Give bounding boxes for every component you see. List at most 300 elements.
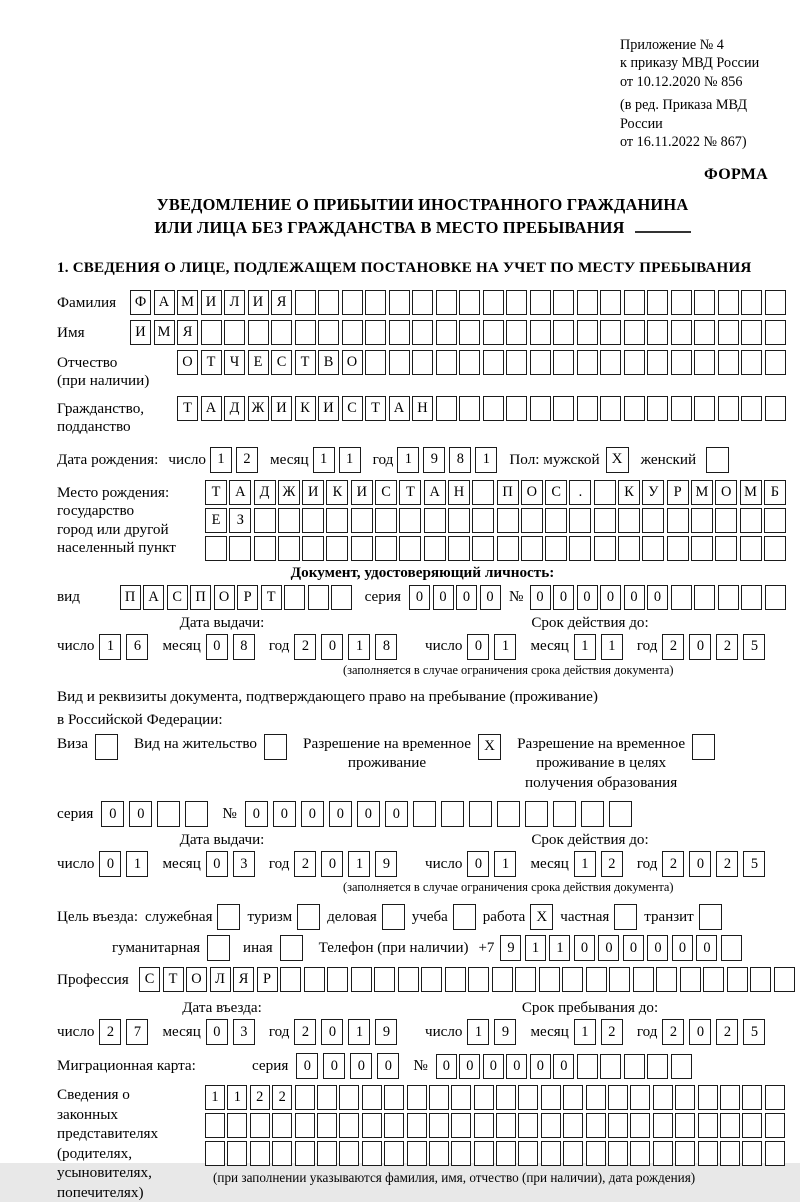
purpose-business-checkbox[interactable]: [382, 904, 405, 930]
purpose-study-checkbox[interactable]: [453, 904, 476, 930]
char-box[interactable]: [765, 290, 786, 315]
char-box[interactable]: [741, 350, 762, 375]
char-box[interactable]: [451, 1141, 471, 1166]
char-box[interactable]: [374, 967, 395, 992]
char-box[interactable]: 1: [339, 447, 361, 473]
char-box[interactable]: 1: [494, 634, 516, 660]
char-box[interactable]: [577, 290, 598, 315]
char-box[interactable]: 0: [480, 585, 501, 610]
char-box[interactable]: [675, 1085, 695, 1110]
sex-female-checkbox[interactable]: [706, 447, 729, 473]
char-box[interactable]: [586, 1113, 606, 1138]
char-box[interactable]: 0: [206, 634, 228, 660]
char-box[interactable]: З: [229, 508, 251, 533]
char-box[interactable]: [718, 320, 739, 345]
char-box[interactable]: [351, 967, 372, 992]
char-box[interactable]: 2: [662, 1019, 684, 1045]
char-box[interactable]: 1: [348, 851, 370, 877]
char-box[interactable]: 0: [459, 1054, 480, 1079]
char-box[interactable]: [327, 967, 348, 992]
char-box[interactable]: А: [389, 396, 410, 421]
char-box[interactable]: [304, 967, 325, 992]
char-box[interactable]: [594, 536, 616, 561]
char-box[interactable]: 0: [483, 1054, 504, 1079]
char-box[interactable]: 0: [329, 801, 352, 827]
char-box[interactable]: [413, 801, 436, 827]
char-box[interactable]: [600, 396, 621, 421]
char-box[interactable]: 9: [375, 1019, 397, 1045]
char-box[interactable]: [577, 350, 598, 375]
char-box[interactable]: [317, 1113, 337, 1138]
char-box[interactable]: [326, 508, 348, 533]
char-box[interactable]: [630, 1113, 650, 1138]
char-box[interactable]: [691, 508, 713, 533]
char-box[interactable]: 0: [672, 935, 693, 961]
char-box[interactable]: [530, 320, 551, 345]
char-box[interactable]: [272, 1113, 292, 1138]
char-box[interactable]: [741, 396, 762, 421]
char-box[interactable]: 7: [126, 1019, 148, 1045]
char-box[interactable]: [703, 967, 724, 992]
char-box[interactable]: [525, 801, 548, 827]
char-box[interactable]: [250, 1113, 270, 1138]
char-box[interactable]: [765, 320, 786, 345]
char-box[interactable]: 1: [494, 851, 516, 877]
char-box[interactable]: [351, 508, 373, 533]
char-box[interactable]: Я: [177, 320, 198, 345]
char-box[interactable]: 1: [601, 634, 623, 660]
char-box[interactable]: [633, 967, 654, 992]
char-box[interactable]: 1: [549, 935, 570, 961]
char-box[interactable]: 0: [696, 935, 717, 961]
char-box[interactable]: Д: [254, 480, 276, 505]
char-box[interactable]: [421, 967, 442, 992]
char-box[interactable]: 8: [233, 634, 255, 660]
char-box[interactable]: [436, 290, 457, 315]
char-box[interactable]: [741, 290, 762, 315]
char-box[interactable]: И: [248, 290, 269, 315]
char-box[interactable]: [362, 1113, 382, 1138]
char-box[interactable]: [515, 967, 536, 992]
char-box[interactable]: [577, 1054, 598, 1079]
char-box[interactable]: [518, 1113, 538, 1138]
char-box[interactable]: [497, 801, 520, 827]
char-box[interactable]: Т: [177, 396, 198, 421]
char-box[interactable]: В: [318, 350, 339, 375]
char-box[interactable]: [667, 508, 689, 533]
char-box[interactable]: 9: [494, 1019, 516, 1045]
char-box[interactable]: [563, 1141, 583, 1166]
char-box[interactable]: [429, 1085, 449, 1110]
char-box[interactable]: Д: [224, 396, 245, 421]
char-box[interactable]: О: [715, 480, 737, 505]
char-box[interactable]: 0: [689, 634, 711, 660]
char-box[interactable]: [302, 508, 324, 533]
char-box[interactable]: 0: [323, 1053, 345, 1079]
char-box[interactable]: [271, 320, 292, 345]
char-box[interactable]: [483, 290, 504, 315]
sex-male-checkbox[interactable]: X: [606, 447, 629, 473]
char-box[interactable]: Е: [248, 350, 269, 375]
char-box[interactable]: [545, 536, 567, 561]
char-box[interactable]: [248, 320, 269, 345]
char-box[interactable]: [740, 508, 762, 533]
char-box[interactable]: 0: [409, 585, 430, 610]
char-box[interactable]: [675, 1113, 695, 1138]
char-box[interactable]: [624, 290, 645, 315]
char-box[interactable]: 8: [375, 634, 397, 660]
char-box[interactable]: 2: [662, 851, 684, 877]
char-box[interactable]: [680, 967, 701, 992]
char-box[interactable]: 3: [233, 1019, 255, 1045]
char-box[interactable]: И: [130, 320, 151, 345]
char-box[interactable]: [254, 536, 276, 561]
char-box[interactable]: [483, 320, 504, 345]
char-box[interactable]: [342, 320, 363, 345]
purpose-humanitarian-checkbox[interactable]: [207, 935, 230, 961]
char-box[interactable]: [389, 290, 410, 315]
char-box[interactable]: [468, 967, 489, 992]
char-box[interactable]: [451, 1085, 471, 1110]
char-box[interactable]: 5: [743, 634, 765, 660]
char-box[interactable]: 1: [348, 1019, 370, 1045]
char-box[interactable]: [545, 508, 567, 533]
char-box[interactable]: 2: [601, 851, 623, 877]
char-box[interactable]: [530, 290, 551, 315]
char-box[interactable]: [671, 585, 692, 610]
char-box[interactable]: 1: [475, 447, 497, 473]
char-box[interactable]: М: [691, 480, 713, 505]
visa-checkbox[interactable]: [95, 734, 118, 760]
char-box[interactable]: [624, 1054, 645, 1079]
char-box[interactable]: [518, 1141, 538, 1166]
char-box[interactable]: [624, 350, 645, 375]
char-box[interactable]: [698, 1085, 718, 1110]
char-box[interactable]: [608, 1141, 628, 1166]
char-box[interactable]: Р: [237, 585, 258, 610]
char-box[interactable]: [497, 536, 519, 561]
char-box[interactable]: [280, 967, 301, 992]
char-box[interactable]: [492, 967, 513, 992]
char-box[interactable]: [581, 801, 604, 827]
char-box[interactable]: 1: [126, 851, 148, 877]
char-box[interactable]: [530, 350, 551, 375]
char-box[interactable]: [295, 320, 316, 345]
char-box[interactable]: 1: [99, 634, 121, 660]
char-box[interactable]: [496, 1085, 516, 1110]
char-box[interactable]: [459, 396, 480, 421]
char-box[interactable]: П: [497, 480, 519, 505]
char-box[interactable]: М: [177, 290, 198, 315]
char-box[interactable]: С: [139, 967, 160, 992]
char-box[interactable]: [741, 585, 762, 610]
char-box[interactable]: К: [618, 480, 640, 505]
char-box[interactable]: 0: [350, 1053, 372, 1079]
char-box[interactable]: А: [424, 480, 446, 505]
char-box[interactable]: Т: [261, 585, 282, 610]
char-box[interactable]: 0: [623, 935, 644, 961]
char-box[interactable]: Ч: [224, 350, 245, 375]
char-box[interactable]: 0: [530, 585, 551, 610]
char-box[interactable]: [630, 1085, 650, 1110]
char-box[interactable]: [553, 320, 574, 345]
char-box[interactable]: [412, 290, 433, 315]
char-box[interactable]: А: [201, 396, 222, 421]
char-box[interactable]: Н: [412, 396, 433, 421]
char-box[interactable]: [630, 1141, 650, 1166]
char-box[interactable]: 9: [375, 851, 397, 877]
char-box[interactable]: [553, 290, 574, 315]
char-box[interactable]: 0: [506, 1054, 527, 1079]
char-box[interactable]: 1: [574, 851, 596, 877]
char-box[interactable]: 0: [321, 634, 343, 660]
purpose-work-checkbox[interactable]: X: [530, 904, 553, 930]
char-box[interactable]: [671, 396, 692, 421]
char-box[interactable]: [384, 1113, 404, 1138]
char-box[interactable]: [506, 350, 527, 375]
char-box[interactable]: [302, 536, 324, 561]
char-box[interactable]: Т: [201, 350, 222, 375]
char-box[interactable]: [765, 1113, 785, 1138]
char-box[interactable]: [600, 350, 621, 375]
char-box[interactable]: А: [229, 480, 251, 505]
char-box[interactable]: 1: [574, 1019, 596, 1045]
char-box[interactable]: [600, 320, 621, 345]
char-box[interactable]: [399, 536, 421, 561]
char-box[interactable]: [624, 320, 645, 345]
char-box[interactable]: [412, 320, 433, 345]
char-box[interactable]: [720, 1113, 740, 1138]
char-box[interactable]: [227, 1113, 247, 1138]
char-box[interactable]: [742, 1113, 762, 1138]
purpose-tourism-checkbox[interactable]: [297, 904, 320, 930]
char-box[interactable]: [351, 536, 373, 561]
char-box[interactable]: [375, 536, 397, 561]
char-box[interactable]: 1: [210, 447, 232, 473]
char-box[interactable]: О: [186, 967, 207, 992]
char-box[interactable]: [362, 1141, 382, 1166]
char-box[interactable]: [365, 290, 386, 315]
purpose-transit-checkbox[interactable]: [699, 904, 722, 930]
char-box[interactable]: [474, 1085, 494, 1110]
char-box[interactable]: [594, 508, 616, 533]
char-box[interactable]: [618, 508, 640, 533]
char-box[interactable]: [698, 1141, 718, 1166]
char-box[interactable]: [375, 508, 397, 533]
char-box[interactable]: [539, 967, 560, 992]
char-box[interactable]: [569, 536, 591, 561]
char-box[interactable]: Б: [764, 480, 786, 505]
char-box[interactable]: 1: [205, 1085, 225, 1110]
char-box[interactable]: [740, 536, 762, 561]
char-box[interactable]: 0: [321, 851, 343, 877]
char-box[interactable]: Я: [233, 967, 254, 992]
char-box[interactable]: И: [271, 396, 292, 421]
char-box[interactable]: [774, 967, 795, 992]
char-box[interactable]: [295, 290, 316, 315]
char-box[interactable]: [459, 350, 480, 375]
char-box[interactable]: [436, 350, 457, 375]
char-box[interactable]: 1: [313, 447, 335, 473]
char-box[interactable]: 3: [233, 851, 255, 877]
char-box[interactable]: [278, 508, 300, 533]
char-box[interactable]: 0: [433, 585, 454, 610]
char-box[interactable]: [694, 350, 715, 375]
char-box[interactable]: [521, 536, 543, 561]
char-box[interactable]: С: [342, 396, 363, 421]
char-box[interactable]: 0: [385, 801, 408, 827]
char-box[interactable]: [691, 536, 713, 561]
char-box[interactable]: [445, 967, 466, 992]
char-box[interactable]: [742, 1085, 762, 1110]
char-box[interactable]: 0: [647, 585, 668, 610]
char-box[interactable]: [205, 1113, 225, 1138]
char-box[interactable]: [459, 290, 480, 315]
char-box[interactable]: [308, 585, 329, 610]
char-box[interactable]: [339, 1141, 359, 1166]
char-box[interactable]: [647, 320, 668, 345]
char-box[interactable]: [586, 1085, 606, 1110]
char-box[interactable]: [608, 1113, 628, 1138]
char-box[interactable]: 1: [574, 634, 596, 660]
char-box[interactable]: [407, 1141, 427, 1166]
char-box[interactable]: [295, 1085, 315, 1110]
char-box[interactable]: 0: [689, 1019, 711, 1045]
char-box[interactable]: 5: [743, 1019, 765, 1045]
char-box[interactable]: [407, 1113, 427, 1138]
char-box[interactable]: 0: [467, 851, 489, 877]
char-box[interactable]: [727, 967, 748, 992]
char-box[interactable]: [541, 1141, 561, 1166]
char-box[interactable]: Т: [205, 480, 227, 505]
char-box[interactable]: [608, 1085, 628, 1110]
char-box[interactable]: И: [201, 290, 222, 315]
char-box[interactable]: [227, 1141, 247, 1166]
char-box[interactable]: [389, 350, 410, 375]
char-box[interactable]: У: [642, 480, 664, 505]
char-box[interactable]: [448, 508, 470, 533]
char-box[interactable]: [483, 396, 504, 421]
char-box[interactable]: 6: [126, 634, 148, 660]
char-box[interactable]: [530, 396, 551, 421]
char-box[interactable]: [483, 350, 504, 375]
char-box[interactable]: 0: [321, 1019, 343, 1045]
char-box[interactable]: [365, 320, 386, 345]
char-box[interactable]: [229, 536, 251, 561]
char-box[interactable]: [671, 1054, 692, 1079]
char-box[interactable]: [765, 1085, 785, 1110]
char-box[interactable]: 1: [525, 935, 546, 961]
char-box[interactable]: 2: [236, 447, 258, 473]
char-box[interactable]: 0: [357, 801, 380, 827]
char-box[interactable]: [317, 1085, 337, 1110]
char-box[interactable]: [342, 290, 363, 315]
char-box[interactable]: 8: [449, 447, 471, 473]
char-box[interactable]: [609, 967, 630, 992]
char-box[interactable]: [718, 290, 739, 315]
char-box[interactable]: [624, 396, 645, 421]
char-box[interactable]: [647, 290, 668, 315]
char-box[interactable]: 2: [294, 851, 316, 877]
char-box[interactable]: [563, 1113, 583, 1138]
char-box[interactable]: [429, 1141, 449, 1166]
char-box[interactable]: [609, 801, 632, 827]
char-box[interactable]: О: [521, 480, 543, 505]
char-box[interactable]: Ж: [248, 396, 269, 421]
char-box[interactable]: [254, 508, 276, 533]
char-box[interactable]: [642, 508, 664, 533]
char-box[interactable]: [765, 585, 786, 610]
purpose-private-checkbox[interactable]: [614, 904, 637, 930]
char-box[interactable]: [718, 585, 739, 610]
char-box[interactable]: [586, 1141, 606, 1166]
char-box[interactable]: [497, 508, 519, 533]
char-box[interactable]: [656, 967, 677, 992]
char-box[interactable]: 2: [716, 851, 738, 877]
char-box[interactable]: [278, 536, 300, 561]
char-box[interactable]: [436, 320, 457, 345]
residence-permit-checkbox[interactable]: [264, 734, 287, 760]
char-box[interactable]: [741, 320, 762, 345]
char-box[interactable]: [496, 1113, 516, 1138]
char-box[interactable]: [694, 585, 715, 610]
char-box[interactable]: [472, 480, 494, 505]
char-box[interactable]: [671, 320, 692, 345]
char-box[interactable]: [721, 935, 742, 961]
char-box[interactable]: И: [318, 396, 339, 421]
char-box[interactable]: 0: [245, 801, 268, 827]
char-box[interactable]: Ф: [130, 290, 151, 315]
char-box[interactable]: О: [177, 350, 198, 375]
char-box[interactable]: О: [342, 350, 363, 375]
char-box[interactable]: 2: [601, 1019, 623, 1045]
char-box[interactable]: [720, 1085, 740, 1110]
char-box[interactable]: [451, 1113, 471, 1138]
char-box[interactable]: [694, 320, 715, 345]
char-box[interactable]: 9: [500, 935, 521, 961]
char-box[interactable]: 0: [598, 935, 619, 961]
char-box[interactable]: [647, 1054, 668, 1079]
char-box[interactable]: 0: [206, 1019, 228, 1045]
char-box[interactable]: [671, 350, 692, 375]
char-box[interactable]: 2: [294, 634, 316, 660]
char-box[interactable]: 1: [348, 634, 370, 660]
char-box[interactable]: [521, 508, 543, 533]
char-box[interactable]: П: [190, 585, 211, 610]
char-box[interactable]: 0: [436, 1054, 457, 1079]
char-box[interactable]: [765, 1141, 785, 1166]
char-box[interactable]: [205, 1141, 225, 1166]
char-box[interactable]: [577, 320, 598, 345]
char-box[interactable]: С: [167, 585, 188, 610]
char-box[interactable]: [694, 290, 715, 315]
purpose-other-checkbox[interactable]: [280, 935, 303, 961]
char-box[interactable]: [541, 1085, 561, 1110]
char-box[interactable]: 0: [206, 851, 228, 877]
char-box[interactable]: [496, 1141, 516, 1166]
char-box[interactable]: 2: [294, 1019, 316, 1045]
char-box[interactable]: [675, 1141, 695, 1166]
char-box[interactable]: [562, 967, 583, 992]
char-box[interactable]: Р: [257, 967, 278, 992]
char-box[interactable]: Т: [163, 967, 184, 992]
char-box[interactable]: [506, 396, 527, 421]
char-box[interactable]: [569, 508, 591, 533]
char-box[interactable]: 0: [574, 935, 595, 961]
char-box[interactable]: 2: [250, 1085, 270, 1110]
char-box[interactable]: [600, 290, 621, 315]
char-box[interactable]: [205, 536, 227, 561]
